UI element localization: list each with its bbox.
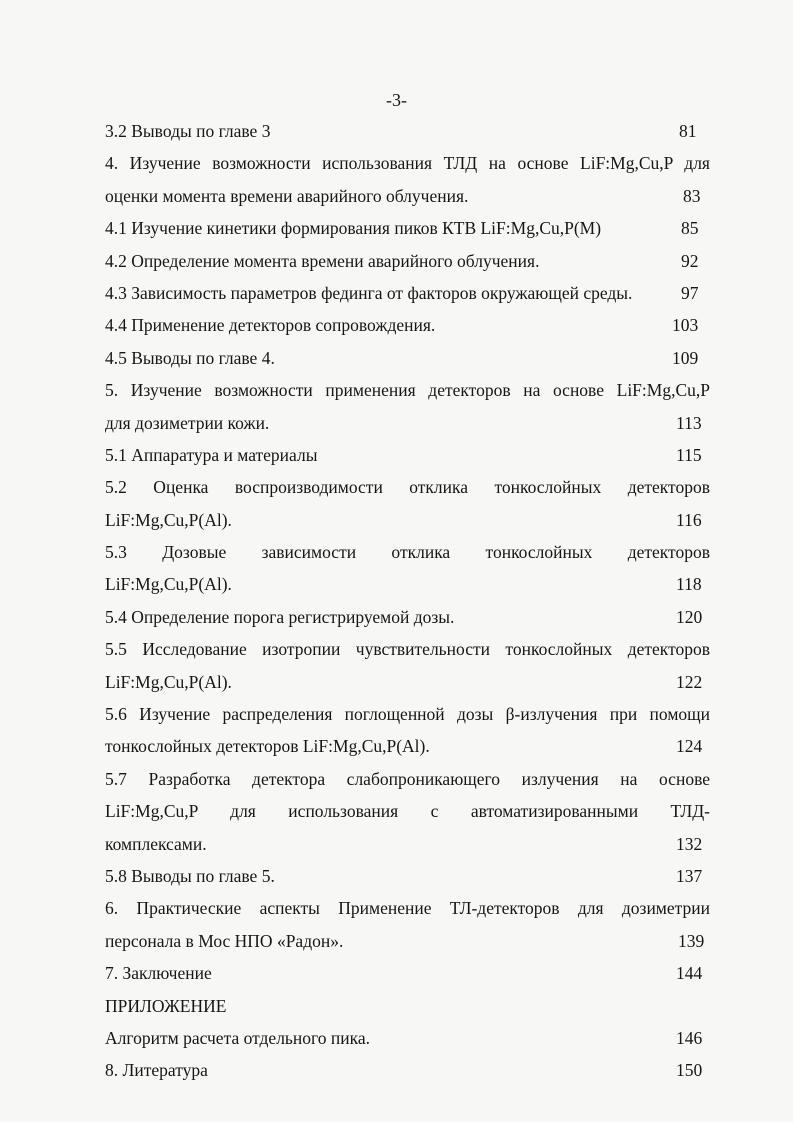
toc-entry-text: 4.3 Зависимость параметров фединга от факторов окружающей среды. <box>105 282 633 303</box>
toc-line <box>105 1022 710 1054</box>
toc-line <box>105 407 710 439</box>
toc-line <box>105 698 710 730</box>
toc-line <box>105 309 710 341</box>
table-of-contents <box>105 115 710 1087</box>
toc-entry-text: 5. Изучение возможности применения детекторов на основе LiF:Mg,Cu,P <box>105 380 710 401</box>
toc-entry-text: 3.2 Выводы по главе 3 <box>105 121 271 141</box>
toc-entry-text: тонкослойных детекторов LiF:Mg,Cu,P(Al). <box>105 736 430 757</box>
toc-line <box>105 860 710 892</box>
toc-entry-text: 5.4 Определение порога регистрируемой дозы. <box>105 606 455 627</box>
toc-entry-text: персонала в Мос НПО «Радон». <box>105 930 344 951</box>
toc-line <box>105 439 710 471</box>
toc-line <box>105 568 710 600</box>
toc-line <box>105 990 710 1022</box>
toc-entry-text: 4.4 Применение детекторов сопровождения. <box>105 315 436 336</box>
toc-line <box>105 795 710 827</box>
toc-entry-text: комплексами. <box>105 833 207 854</box>
toc-line <box>105 892 710 924</box>
toc-page-number: 116 <box>676 509 702 530</box>
toc-page-number: 109 <box>672 347 699 368</box>
toc-page-number: 146 <box>676 1027 703 1048</box>
toc-entry-text: LiF:Mg,Cu,P(Al). <box>105 671 232 692</box>
toc-entry-text: LiF:Mg,Cu,P для использования с автоматизированными ТЛД- <box>105 801 710 822</box>
page-number: -3- <box>386 90 407 110</box>
toc-line <box>105 730 710 762</box>
toc-line <box>105 504 710 536</box>
toc-page-number: 124 <box>676 736 703 757</box>
toc-page-number: 81 <box>679 121 697 141</box>
toc-page-number: 150 <box>676 1060 703 1081</box>
toc-line <box>105 763 710 795</box>
toc-page-number: 115 <box>676 444 702 465</box>
toc-page-number: 120 <box>676 606 703 627</box>
toc-page-number: 85 <box>681 218 699 239</box>
toc-line <box>105 666 710 698</box>
toc-entry-text: для дозиметрии кожи. <box>105 412 270 433</box>
toc-line <box>105 536 710 568</box>
toc-page-number: 137 <box>676 865 703 886</box>
toc-entry-text: ПРИЛОЖЕНИЕ <box>105 995 227 1016</box>
toc-entry-text: 5.3 Дозовые зависимости отклика тонкослойных детекторов <box>105 542 710 563</box>
toc-page-number: 92 <box>681 250 699 271</box>
toc-entry-text: 5.2 Оценка воспроизводимости отклика тонкослойных детекторов <box>105 477 710 498</box>
toc-entry-text: 4.2 Определение момента времени аварийного облучения. <box>105 250 540 271</box>
toc-entry-text: 5.6 Изучение распределения поглощенной дозы β-излучения при помощи <box>105 704 710 725</box>
toc-line <box>105 601 710 633</box>
toc-line <box>105 1054 710 1086</box>
toc-line <box>105 925 710 957</box>
toc-page-number: 113 <box>676 412 702 433</box>
toc-entry-text: 6. Практические аспекты Применение ТЛ-детекторов для дозиметрии <box>105 898 710 919</box>
toc-line <box>105 374 710 406</box>
toc-entry-text: 5.7 Разработка детектора слабопроникающего излучения на основе <box>105 768 710 789</box>
toc-line <box>105 180 710 212</box>
toc-entry-text: LiF:Mg,Cu,P(Al). <box>105 574 232 595</box>
toc-page-number: 118 <box>676 574 702 595</box>
toc-entry-text: 5.1 Аппаратура и материалы <box>105 444 318 465</box>
toc-entry-text: 4.5 Выводы по главе 4. <box>105 347 275 368</box>
toc-line <box>105 471 710 503</box>
toc-line <box>105 245 710 277</box>
toc-line <box>105 342 710 374</box>
toc-page-number: 103 <box>672 315 699 336</box>
toc-entry-text: LiF:Mg,Cu,P(Al). <box>105 509 232 530</box>
toc-entry-text: Алгоритм расчета отдельного пика. <box>105 1027 370 1048</box>
toc-line <box>105 115 710 147</box>
toc-entry-text: оценки момента времени аварийного облучения. <box>105 185 469 206</box>
toc-line <box>105 633 710 665</box>
toc-page-number: 132 <box>676 833 703 854</box>
toc-line <box>105 212 710 244</box>
toc-line <box>105 828 710 860</box>
toc-line <box>105 147 710 179</box>
toc-page-number: 144 <box>676 963 703 984</box>
toc-entry-text: 8. Литература <box>105 1060 208 1081</box>
toc-line <box>105 277 710 309</box>
toc-entry-text: 4.1 Изучение кинетики формирования пиков КТВ LiF:Mg,Cu,P(M) <box>105 218 602 239</box>
toc-page-number: 122 <box>676 671 703 692</box>
toc-page-number: 97 <box>681 282 699 303</box>
toc-page-number: 83 <box>683 185 701 206</box>
toc-line <box>105 957 710 989</box>
toc-entry-text: 5.8 Выводы по главе 5. <box>105 865 275 886</box>
toc-entry-text: 4. Изучение возможности использования ТЛД на основе LiF:Mg,Cu,P для <box>105 153 710 174</box>
toc-entry-text: 5.5 Исследование изотропии чувствительности тонкослойных детекторов <box>105 639 710 660</box>
toc-entry-text: 7. Заключение <box>105 963 212 984</box>
toc-page-number: 139 <box>678 930 705 951</box>
